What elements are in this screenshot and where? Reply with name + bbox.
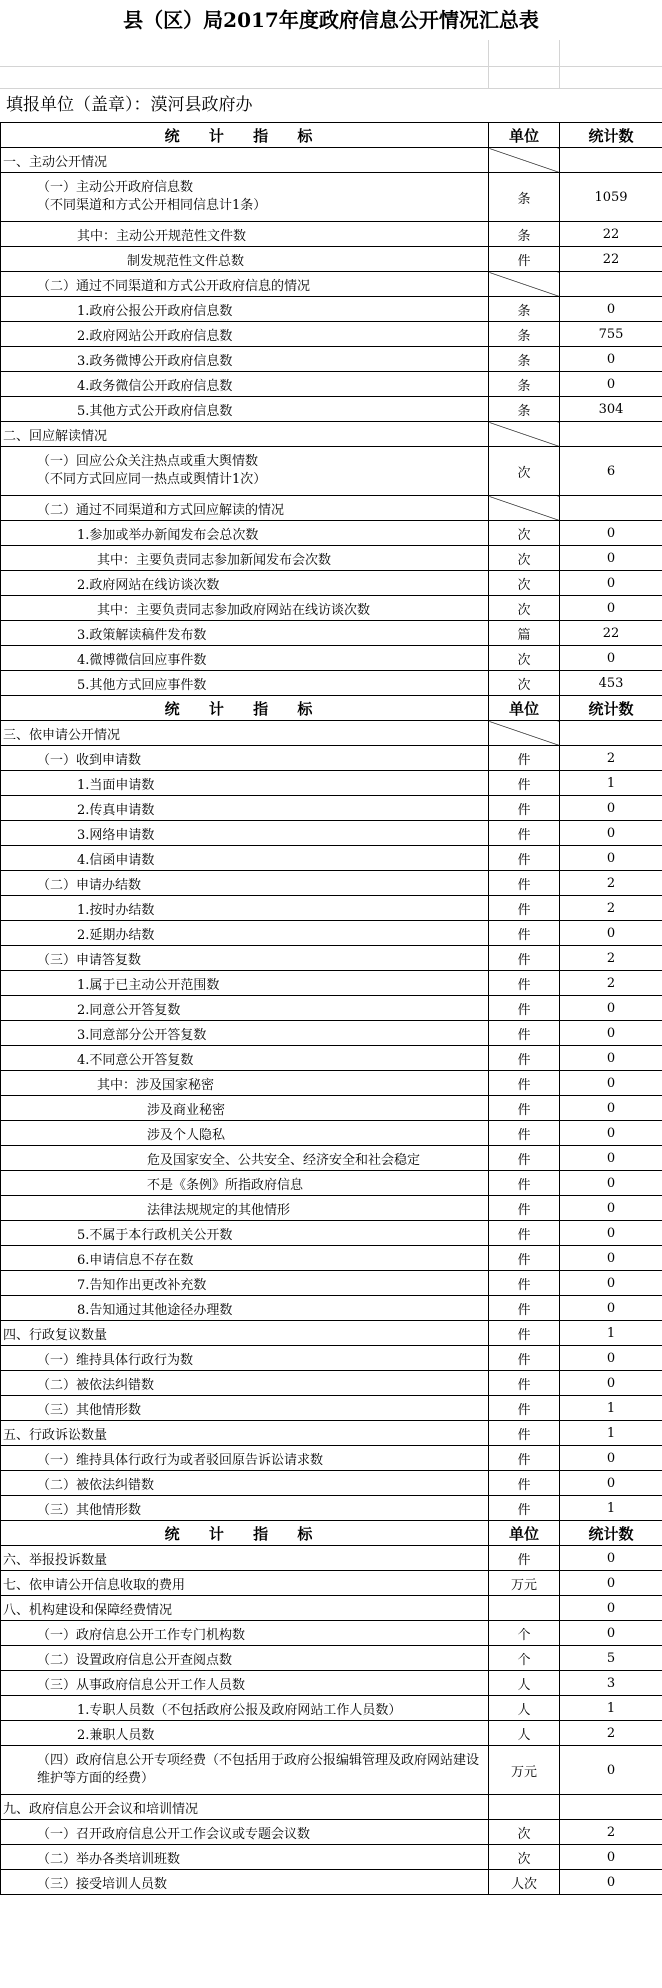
value-cell: 0 bbox=[560, 1471, 662, 1496]
unit-cell: 条 bbox=[489, 397, 560, 422]
indicator-name: 一、主动公开情况 bbox=[1, 148, 489, 173]
unit-cell: 次 bbox=[489, 596, 560, 621]
unit-cell bbox=[489, 422, 560, 447]
value-cell: 0 bbox=[560, 1546, 662, 1571]
indicator-name: （二）被依法纠错数 bbox=[1, 1471, 489, 1496]
indicator-name: 五、行政诉讼数量 bbox=[1, 1421, 489, 1446]
unit-cell: 次 bbox=[489, 447, 560, 496]
unit-cell: 条 bbox=[489, 372, 560, 397]
unit-cell bbox=[489, 1795, 560, 1820]
value-cell: 22 bbox=[560, 621, 662, 646]
unit-cell: 条 bbox=[489, 173, 560, 222]
table-row bbox=[1, 148, 662, 173]
value-cell: 2 bbox=[560, 946, 662, 971]
unit-cell: 件 bbox=[489, 746, 560, 771]
header-name-cell: 统 计 指 标 bbox=[1, 696, 489, 721]
indicator-name: 4.政务微信公开政府信息数 bbox=[1, 372, 489, 397]
indicator-name: （一）维持具体行政行为数 bbox=[1, 1346, 489, 1371]
table-row bbox=[1, 1571, 662, 1596]
unit-cell: 篇 bbox=[489, 621, 560, 646]
value-cell: 0 bbox=[560, 1146, 662, 1171]
value-cell: 0 bbox=[560, 1621, 662, 1646]
indicator-name: （一）收到申请数 bbox=[1, 746, 489, 771]
value-cell: 2 bbox=[560, 746, 662, 771]
value-cell: 5 bbox=[560, 1646, 662, 1671]
value-cell bbox=[560, 1795, 662, 1820]
table-header-row bbox=[1, 696, 662, 721]
unit-cell: 件 bbox=[489, 1121, 560, 1146]
table-row bbox=[1, 322, 662, 347]
indicator-name: 2.延期办结数 bbox=[1, 921, 489, 946]
table-row bbox=[1, 1171, 662, 1196]
indicator-name: 8.告知通过其他途径办理数 bbox=[1, 1296, 489, 1321]
table-row bbox=[1, 1746, 662, 1795]
indicator-name: 2.同意公开答复数 bbox=[1, 996, 489, 1021]
table-row bbox=[1, 921, 662, 946]
unit-cell: 件 bbox=[489, 1471, 560, 1496]
value-cell: 22 bbox=[560, 247, 662, 272]
indicator-name: （三）其他情形数 bbox=[1, 1496, 489, 1521]
unit-cell: 万元 bbox=[489, 1746, 560, 1795]
table-row bbox=[1, 846, 662, 871]
table-row bbox=[1, 821, 662, 846]
indicator-name: （二）举办各类培训班数 bbox=[1, 1845, 489, 1870]
indicator-name: （三）申请答复数 bbox=[1, 946, 489, 971]
table-row bbox=[1, 596, 662, 621]
value-cell: 1 bbox=[560, 1496, 662, 1521]
unit-cell: 件 bbox=[489, 871, 560, 896]
table-row bbox=[1, 1121, 662, 1146]
value-cell: 0 bbox=[560, 1845, 662, 1870]
table-row bbox=[1, 671, 662, 696]
table-row bbox=[1, 1146, 662, 1171]
table-row bbox=[1, 297, 662, 322]
indicator-name: 1.当面申请数 bbox=[1, 771, 489, 796]
unit-cell: 件 bbox=[489, 846, 560, 871]
statistics-table bbox=[0, 122, 662, 1895]
table-row bbox=[1, 1696, 662, 1721]
value-cell: 0 bbox=[560, 1021, 662, 1046]
unit-cell: 件 bbox=[489, 1396, 560, 1421]
table-row bbox=[1, 1646, 662, 1671]
value-cell: 2 bbox=[560, 896, 662, 921]
value-cell: 1 bbox=[560, 1696, 662, 1721]
unit-cell: 件 bbox=[489, 1371, 560, 1396]
value-cell: 0 bbox=[560, 1121, 662, 1146]
indicator-name: 7.告知作出更改补充数 bbox=[1, 1271, 489, 1296]
value-cell: 453 bbox=[560, 671, 662, 696]
header-unit-cell: 单位 bbox=[489, 696, 560, 721]
table-row bbox=[1, 222, 662, 247]
table-row bbox=[1, 272, 662, 297]
indicator-name: （二）申请办结数 bbox=[1, 871, 489, 896]
table-row bbox=[1, 347, 662, 372]
unit-cell: 件 bbox=[489, 1096, 560, 1121]
indicator-name: 2.政府网站在线访谈次数 bbox=[1, 571, 489, 596]
value-cell: 0 bbox=[560, 1596, 662, 1621]
value-cell bbox=[560, 148, 662, 173]
value-cell: 0 bbox=[560, 1371, 662, 1396]
value-cell: 0 bbox=[560, 1171, 662, 1196]
unit-cell: 次 bbox=[489, 521, 560, 546]
value-cell: 1059 bbox=[560, 173, 662, 222]
unit-cell: 件 bbox=[489, 821, 560, 846]
value-cell: 1 bbox=[560, 771, 662, 796]
table-row bbox=[1, 1196, 662, 1221]
indicator-name: 其中：主要负责同志参加新闻发布会次数 bbox=[1, 546, 489, 571]
value-cell: 0 bbox=[560, 846, 662, 871]
table-row bbox=[1, 1371, 662, 1396]
table-row bbox=[1, 1621, 662, 1646]
table-row bbox=[1, 1546, 662, 1571]
value-cell: 0 bbox=[560, 297, 662, 322]
indicator-name: 3.同意部分公开答复数 bbox=[1, 1021, 489, 1046]
table-row bbox=[1, 721, 662, 746]
indicator-name: 1.按时办结数 bbox=[1, 896, 489, 921]
value-cell: 1 bbox=[560, 1421, 662, 1446]
header-unit-cell: 单位 bbox=[489, 1521, 560, 1546]
indicator-name: 1.专职人员数（不包括政府公报及政府网站工作人员数） bbox=[1, 1696, 489, 1721]
indicator-name: （二）通过不同渠道和方式公开政府信息的情况 bbox=[1, 272, 489, 297]
unit-cell: 件 bbox=[489, 796, 560, 821]
value-cell: 1 bbox=[560, 1321, 662, 1346]
unit-cell bbox=[489, 1596, 560, 1621]
value-cell: 0 bbox=[560, 521, 662, 546]
indicator-name: 二、回应解读情况 bbox=[1, 422, 489, 447]
unit-cell bbox=[489, 721, 560, 746]
table-row bbox=[1, 1396, 662, 1421]
unit-cell: 件 bbox=[489, 1171, 560, 1196]
indicator-name: 九、政府信息公开会议和培训情况 bbox=[1, 1795, 489, 1820]
table-row bbox=[1, 896, 662, 921]
indicator-name: 法律法规规定的其他情形 bbox=[1, 1196, 489, 1221]
table-row bbox=[1, 771, 662, 796]
table-row bbox=[1, 422, 662, 447]
indicator-name: 其中：涉及国家秘密 bbox=[1, 1071, 489, 1096]
value-cell: 0 bbox=[560, 796, 662, 821]
table-row bbox=[1, 1845, 662, 1870]
unit-cell: 件 bbox=[489, 1321, 560, 1346]
value-cell: 0 bbox=[560, 571, 662, 596]
table-row bbox=[1, 1421, 662, 1446]
header-value-cell: 统计数 bbox=[560, 696, 662, 721]
value-cell bbox=[560, 721, 662, 746]
unit-cell: 人 bbox=[489, 1696, 560, 1721]
indicator-name: 其中：主动公开规范性文件数 bbox=[1, 222, 489, 247]
indicator-name: 5.不属于本行政机关公开数 bbox=[1, 1221, 489, 1246]
value-cell: 0 bbox=[560, 821, 662, 846]
unit-cell: 个 bbox=[489, 1621, 560, 1646]
indicator-name: 4.不同意公开答复数 bbox=[1, 1046, 489, 1071]
value-cell: 0 bbox=[560, 1071, 662, 1096]
table-row bbox=[1, 971, 662, 996]
value-cell: 0 bbox=[560, 1346, 662, 1371]
unit-cell: 件 bbox=[489, 896, 560, 921]
value-cell bbox=[560, 422, 662, 447]
unit-cell: 件 bbox=[489, 1346, 560, 1371]
indicator-name: （一）维持具体行政行为或者驳回原告诉讼请求数 bbox=[1, 1446, 489, 1471]
indicator-name: 1.属于已主动公开范围数 bbox=[1, 971, 489, 996]
value-cell: 0 bbox=[560, 1746, 662, 1795]
unit-cell: 件 bbox=[489, 1246, 560, 1271]
indicator-name: 八、机构建设和保障经费情况 bbox=[1, 1596, 489, 1621]
indicator-name: （三）从事政府信息公开工作人员数 bbox=[1, 1671, 489, 1696]
table-row bbox=[1, 1096, 662, 1121]
indicator-name: 2.兼职人员数 bbox=[1, 1721, 489, 1746]
value-cell: 0 bbox=[560, 596, 662, 621]
table-row bbox=[1, 447, 662, 496]
unit-cell: 件 bbox=[489, 1021, 560, 1046]
unit-cell: 条 bbox=[489, 322, 560, 347]
value-cell: 2 bbox=[560, 1820, 662, 1845]
table-row bbox=[1, 1471, 662, 1496]
indicator-name: （一）召开政府信息公开工作会议或专题会议数 bbox=[1, 1820, 489, 1845]
table-row bbox=[1, 173, 662, 222]
unit-cell: 件 bbox=[489, 1421, 560, 1446]
table-row bbox=[1, 521, 662, 546]
table-row bbox=[1, 1046, 662, 1071]
unit-cell: 件 bbox=[489, 1496, 560, 1521]
table-row bbox=[1, 1021, 662, 1046]
table-row bbox=[1, 996, 662, 1021]
indicator-name: （二）设置政府信息公开查阅点数 bbox=[1, 1646, 489, 1671]
indicator-name: 2.政府网站公开政府信息数 bbox=[1, 322, 489, 347]
unit-cell: 件 bbox=[489, 1196, 560, 1221]
indicator-name: 4.信函申请数 bbox=[1, 846, 489, 871]
table-row bbox=[1, 571, 662, 596]
unit-cell: 件 bbox=[489, 996, 560, 1021]
value-cell: 3 bbox=[560, 1671, 662, 1696]
table-header-row bbox=[1, 123, 662, 148]
unit-cell bbox=[489, 148, 560, 173]
unit-cell: 件 bbox=[489, 1271, 560, 1296]
indicator-name: 3.政策解读稿件发布数 bbox=[1, 621, 489, 646]
header-value-cell: 统计数 bbox=[560, 123, 662, 148]
indicator-name: 制发规范性文件总数 bbox=[1, 247, 489, 272]
unit-cell bbox=[489, 272, 560, 297]
unit-cell: 件 bbox=[489, 1221, 560, 1246]
table-row bbox=[1, 1296, 662, 1321]
table-header-row bbox=[1, 1521, 662, 1546]
table-row bbox=[1, 1321, 662, 1346]
unit-cell: 件 bbox=[489, 771, 560, 796]
value-cell: 0 bbox=[560, 1296, 662, 1321]
indicator-name: 四、行政复议数量 bbox=[1, 1321, 489, 1346]
table-row bbox=[1, 397, 662, 422]
indicator-name: 1.政府公报公开政府信息数 bbox=[1, 297, 489, 322]
unit-cell: 人 bbox=[489, 1721, 560, 1746]
blank-row bbox=[0, 40, 662, 67]
indicator-name: 3.网络申请数 bbox=[1, 821, 489, 846]
unit-cell: 次 bbox=[489, 1845, 560, 1870]
table-row bbox=[1, 746, 662, 771]
value-cell: 0 bbox=[560, 546, 662, 571]
indicator-name: 不是《条例》所指政府信息 bbox=[1, 1171, 489, 1196]
unit-cell: 万元 bbox=[489, 1571, 560, 1596]
value-cell: 2 bbox=[560, 971, 662, 996]
table-row bbox=[1, 621, 662, 646]
unit-cell: 件 bbox=[489, 1546, 560, 1571]
value-cell: 0 bbox=[560, 1446, 662, 1471]
table-row bbox=[1, 871, 662, 896]
value-cell: 1 bbox=[560, 1396, 662, 1421]
table-row bbox=[1, 1671, 662, 1696]
unit-cell: 次 bbox=[489, 1820, 560, 1845]
value-cell: 0 bbox=[560, 921, 662, 946]
indicator-name: 七、依申请公开信息收取的费用 bbox=[1, 1571, 489, 1596]
value-cell: 0 bbox=[560, 1571, 662, 1596]
value-cell: 22 bbox=[560, 222, 662, 247]
value-cell: 0 bbox=[560, 1196, 662, 1221]
value-cell: 0 bbox=[560, 1046, 662, 1071]
unit-cell: 条 bbox=[489, 222, 560, 247]
value-cell: 0 bbox=[560, 1271, 662, 1296]
table-row bbox=[1, 1446, 662, 1471]
table-row bbox=[1, 372, 662, 397]
indicator-name: 6.申请信息不存在数 bbox=[1, 1246, 489, 1271]
unit-cell: 件 bbox=[489, 1296, 560, 1321]
header-value-cell: 统计数 bbox=[560, 1521, 662, 1546]
table-row bbox=[1, 247, 662, 272]
value-cell: 304 bbox=[560, 397, 662, 422]
value-cell: 2 bbox=[560, 871, 662, 896]
value-cell: 0 bbox=[560, 372, 662, 397]
value-cell bbox=[560, 272, 662, 297]
unit-cell: 件 bbox=[489, 971, 560, 996]
indicator-name: （一）主动公开政府信息数 （不同渠道和方式公开相同信息计1条） bbox=[1, 173, 489, 222]
indicator-name: 其中：主要负责同志参加政府网站在线访谈次数 bbox=[1, 596, 489, 621]
unit-cell: 件 bbox=[489, 247, 560, 272]
unit-cell: 件 bbox=[489, 1446, 560, 1471]
value-cell: 0 bbox=[560, 646, 662, 671]
unit-cell: 次 bbox=[489, 546, 560, 571]
table-row bbox=[1, 796, 662, 821]
indicator-name: （一）回应公众关注热点或重大舆情数 （不同方式回应同一热点或舆情计1次） bbox=[1, 447, 489, 496]
table-row bbox=[1, 1820, 662, 1845]
indicator-name: 三、依申请公开情况 bbox=[1, 721, 489, 746]
blank-row bbox=[0, 66, 662, 89]
value-cell: 0 bbox=[560, 1221, 662, 1246]
indicator-name: 危及国家安全、公共安全、经济安全和社会稳定 bbox=[1, 1146, 489, 1171]
reporting-unit: 填报单位（盖章）：漠河县政府办 bbox=[6, 95, 253, 115]
value-cell: 0 bbox=[560, 996, 662, 1021]
unit-cell: 件 bbox=[489, 1071, 560, 1096]
value-cell: 755 bbox=[560, 322, 662, 347]
indicator-name: 涉及个人隐私 bbox=[1, 1121, 489, 1146]
indicator-name: （三）接受培训人员数 bbox=[1, 1870, 489, 1895]
value-cell: 0 bbox=[560, 1096, 662, 1121]
table-row bbox=[1, 1271, 662, 1296]
indicator-name: （四）政府信息公开专项经费（不包括用于政府公报编辑管理及政府网站建设维护等方面的经费） bbox=[1, 1746, 489, 1795]
indicator-name: 4.微博微信回应事件数 bbox=[1, 646, 489, 671]
unit-cell: 件 bbox=[489, 946, 560, 971]
indicator-name: 5.其他方式公开政府信息数 bbox=[1, 397, 489, 422]
indicator-name: 5.其他方式回应事件数 bbox=[1, 671, 489, 696]
indicator-name: 1.参加或举办新闻发布会总次数 bbox=[1, 521, 489, 546]
unit-cell: 条 bbox=[489, 347, 560, 372]
value-cell: 2 bbox=[560, 1721, 662, 1746]
unit-cell: 次 bbox=[489, 571, 560, 596]
table-row bbox=[1, 1795, 662, 1820]
indicator-name: （二）通过不同渠道和方式回应解读的情况 bbox=[1, 496, 489, 521]
table-row bbox=[1, 546, 662, 571]
table-row bbox=[1, 1071, 662, 1096]
value-cell bbox=[560, 496, 662, 521]
value-cell: 0 bbox=[560, 1870, 662, 1895]
table-row bbox=[1, 1346, 662, 1371]
unit-cell: 次 bbox=[489, 646, 560, 671]
value-cell: 0 bbox=[560, 347, 662, 372]
value-cell: 0 bbox=[560, 1246, 662, 1271]
indicator-name: （一）政府信息公开工作专门机构数 bbox=[1, 1621, 489, 1646]
table-row bbox=[1, 1496, 662, 1521]
unit-cell bbox=[489, 496, 560, 521]
table-row bbox=[1, 1221, 662, 1246]
unit-cell: 人次 bbox=[489, 1870, 560, 1895]
indicator-name: 2.传真申请数 bbox=[1, 796, 489, 821]
indicator-name: 六、举报投诉数量 bbox=[1, 1546, 489, 1571]
indicator-name: 3.政务微博公开政府信息数 bbox=[1, 347, 489, 372]
table-row bbox=[1, 1870, 662, 1895]
unit-cell: 人 bbox=[489, 1671, 560, 1696]
value-cell: 6 bbox=[560, 447, 662, 496]
unit-cell: 件 bbox=[489, 1146, 560, 1171]
header-unit-cell: 单位 bbox=[489, 123, 560, 148]
table-row bbox=[1, 1721, 662, 1746]
page-title: 县（区）局2017年度政府信息公开情况汇总表 bbox=[123, 8, 539, 32]
indicator-name: （二）被依法纠错数 bbox=[1, 1371, 489, 1396]
unit-cell: 次 bbox=[489, 671, 560, 696]
unit-cell: 条 bbox=[489, 297, 560, 322]
unit-cell: 件 bbox=[489, 1046, 560, 1071]
unit-cell: 个 bbox=[489, 1646, 560, 1671]
header-name-cell: 统 计 指 标 bbox=[1, 1521, 489, 1546]
table-row bbox=[1, 496, 662, 521]
indicator-name: 涉及商业秘密 bbox=[1, 1096, 489, 1121]
table-row bbox=[1, 1246, 662, 1271]
header-name-cell: 统 计 指 标 bbox=[1, 123, 489, 148]
unit-cell: 件 bbox=[489, 921, 560, 946]
table-row bbox=[1, 1596, 662, 1621]
table-row bbox=[1, 946, 662, 971]
indicator-name: （三）其他情形数 bbox=[1, 1396, 489, 1421]
table-row bbox=[1, 646, 662, 671]
